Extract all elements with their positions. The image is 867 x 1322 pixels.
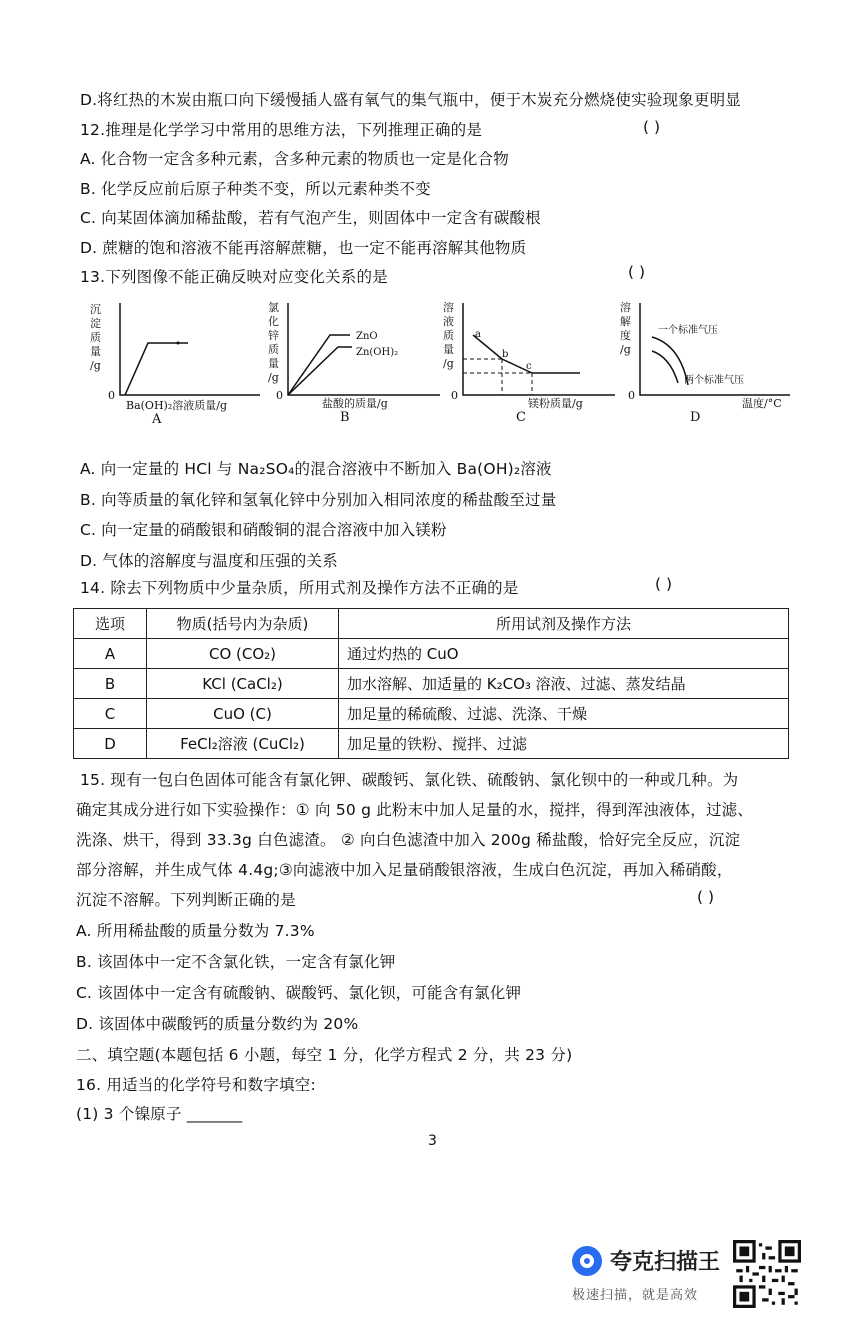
q15-stem-1: 15. 现有一包白色固体可能含有氯化钾、碳酸钙、氯化铁、硫酸钠、氯化钡中的一种或几种。为 [80, 771, 739, 789]
graph-a-ylabel-2: 淀 [90, 317, 101, 330]
graph-d-ylabel-2: 解 [620, 315, 631, 328]
q15-option-d: D. 该固体中碳酸钙的质量分数约为 20% [76, 1015, 359, 1033]
graph-a-axes [120, 303, 260, 395]
graph-a-ylabel-4: 量 [90, 345, 101, 358]
section-2-heading: 二、填空题(本题包括 6 小题，每空 1 分，化学方程式 2 分，共 23 分) [76, 1046, 573, 1064]
table-header-row [74, 609, 789, 639]
graph-b-ylabel-1: 氯 [268, 301, 279, 314]
graph-c-ylabel-4: 量 [443, 343, 454, 356]
table-cell: FeCl₂溶液 (CuCl₂) [147, 729, 339, 759]
q16-stem: 16. 用适当的化学符号和数字填空: [76, 1076, 316, 1094]
table-row [74, 639, 789, 669]
graph-d-curve-1atm [652, 337, 688, 385]
q15-stem-2: 确定其成分进行如下实验操作：① 向 50 g 此粉末中加人足量的水，搅拌，得到浑浊液体，过滤、 [76, 801, 754, 819]
graph-b-curve-znoh2 [288, 347, 352, 395]
q13-graphs [70, 295, 810, 435]
graph-c-caption: C [516, 410, 526, 425]
graph-a-curve [125, 343, 188, 395]
quark-logo-icon [572, 1246, 602, 1276]
q13-stem: 13.下列图像不能正确反映对应变化关系的是 [80, 268, 388, 286]
q13-answer-paren: ( ) [628, 263, 646, 281]
table-cell: KCl (CaCl₂) [147, 669, 339, 699]
q12-option-d: D. 蔗糖的饱和溶液不能再溶解蔗糖，也一定不能再溶解其他物质 [80, 239, 527, 257]
graph-a-xlabel: Ba(OH)₂溶液质量/g [126, 399, 227, 412]
table-cell: 加足量的稀硫酸、过滤、洗涤、干燥 [339, 699, 789, 729]
table-cell: CuO (C) [147, 699, 339, 729]
table-header-cell: 物质(括号内为杂质) [147, 609, 339, 639]
table-cell: 通过灼热的 CuO [339, 639, 789, 669]
table-header-cell: 所用试剂及操作方法 [339, 609, 789, 639]
q12-answer-paren: ( ) [643, 118, 661, 136]
graph-b-ylabel-4: 质 [268, 343, 279, 356]
graph-c-point-b: b [502, 349, 509, 360]
q15-option-b: B. 该固体中一定不含氯化铁，一定含有氯化钾 [76, 953, 396, 971]
page-number: 3 [428, 1133, 437, 1149]
q15-answer-paren: ( ) [697, 888, 715, 906]
brand-name: 夸克扫描王 [610, 1250, 721, 1275]
graph-c-ylabel-2: 液 [443, 315, 454, 328]
scanner-watermark [572, 1245, 720, 1303]
graph-d-label-2atm: 两个标准气压 [684, 375, 744, 386]
table-cell: C [74, 699, 147, 729]
table-row [74, 669, 789, 699]
graph-c-ylabel-1: 溶 [443, 301, 454, 314]
graph-a-ylabel-1: 沉 [90, 303, 101, 316]
graph-d-xlabel: 温度/°C [742, 397, 782, 410]
q12-option-c: C. 向某固体滴加稀盐酸，若有气泡产生，则固体中一定含有碳酸根 [80, 209, 541, 227]
table-cell: CO (CO₂) [147, 639, 339, 669]
q13-option-d: D. 气体的溶解度与温度和压强的关系 [80, 552, 338, 570]
graph-c-ylabel-5: /g [443, 357, 454, 370]
table-cell: A [74, 639, 147, 669]
graph-b-ylabel-5: 量 [268, 357, 279, 370]
q14-answer-paren: ( ) [655, 575, 673, 593]
graph-c-dash-c [463, 373, 532, 395]
graph-c-xlabel: 镁粉质量/g [528, 397, 583, 410]
graph-b-label-zno: ZnO [356, 331, 378, 342]
q12-option-a: A. 化合物一定含多种元素，含多种元素的物质也一定是化合物 [80, 150, 509, 168]
brand-slogan: 极速扫描，就是高效 [572, 1288, 699, 1303]
q13-option-c: C. 向一定量的硝酸银和硝酸铜的混合溶液中加入镁粉 [80, 521, 447, 539]
qr-code-icon [733, 1240, 801, 1308]
q13-option-a: A. 向一定量的 HCl 与 Na₂SO₄的混合溶液中不断加入 Ba(OH)₂溶液 [80, 460, 552, 478]
graph-b-caption: B [340, 410, 350, 425]
q15-option-c: C. 该固体中一定含有硫酸钠、碳酸钙、氯化钡，可能含有氯化钾 [76, 984, 522, 1002]
q12-option-b: B. 化学反应前后原子种类不变，所以元素种类不变 [80, 180, 431, 198]
graph-d-label-1atm: 一个标准气压 [658, 325, 718, 336]
graph-a-point [177, 342, 180, 345]
graph-b-origin: 0 [276, 389, 283, 402]
graph-c-dash-b [463, 359, 502, 395]
graph-d-ylabel-3: 度 [620, 329, 631, 342]
q12-stem: 12.推理是化学学习中常用的思维方法，下列推理正确的是 [80, 121, 483, 139]
q14-stem: 14. 除去下列物质中少量杂质，所用式剂及操作方法不正确的是 [80, 579, 519, 597]
graph-b-xlabel: 盐酸的质量/g [322, 397, 388, 410]
graph-c-axes [463, 303, 615, 395]
graph-d-caption: D [690, 410, 701, 425]
table-row [74, 699, 789, 729]
graph-d-origin: 0 [628, 389, 635, 402]
table-cell: 加水溶解、加适量的 K₂CO₃ 溶液、过滤、蒸发结晶 [339, 669, 789, 699]
q13-option-b: B. 向等质量的氧化锌和氢氧化锌中分别加入相同浓度的稀盐酸至过量 [80, 491, 557, 509]
q15-stem-5: 沉淀不溶解。下列判断正确的是 [76, 891, 296, 909]
graph-d-ylabel-1: 溶 [620, 301, 631, 314]
graph-a-caption: A [152, 412, 162, 427]
q14-table [73, 608, 789, 759]
graph-c-ylabel-3: 质 [443, 329, 454, 342]
graph-a-ylabel-3: 质 [90, 331, 101, 344]
table-header-cell: 选项 [74, 609, 147, 639]
q15-option-a: A. 所用稀盐酸的质量分数为 7.3% [76, 922, 315, 940]
graph-b-ylabel-3: 锌 [268, 329, 279, 342]
graph-b-ylabel-2: 化 [268, 315, 279, 328]
graph-a-origin: 0 [108, 389, 115, 402]
table-cell: D [74, 729, 147, 759]
q15-stem-4: 部分溶解，并生成气体 4.4g;③向滤液中加入足量硝酸银溶液，生成白色沉淀，再加入稀硝酸， [76, 861, 733, 879]
graph-b-ylabel-6: /g [268, 371, 279, 384]
graph-b-label-znoh2: Zn(OH)₂ [356, 347, 399, 358]
graph-c-point-c: c [526, 361, 532, 372]
graph-c-origin: 0 [451, 389, 458, 402]
q11-option-d: D.将红热的木炭由瓶口向下缓慢插人盛有氧气的集气瓶中，便于木炭充分燃烧使实验现象更明显 [80, 91, 741, 109]
graph-a-ylabel-5: /g [90, 359, 101, 372]
graph-d-curve-2atm [652, 351, 678, 383]
graph-c-point-a: a [475, 329, 481, 340]
q16-part-1: (1) 3 个镍原子 _______ [76, 1105, 243, 1123]
q15-stem-3: 洗涤、烘干，得到 33.3g 白色滤渣。 ② 向白色滤渣中加入 200g 稀盐酸，恰好完全反应，沉淀 [76, 831, 741, 849]
table-row [74, 729, 789, 759]
table-cell: B [74, 669, 147, 699]
graph-d-ylabel-4: /g [620, 343, 631, 356]
table-cell: 加足量的铁粉、搅拌、过滤 [339, 729, 789, 759]
